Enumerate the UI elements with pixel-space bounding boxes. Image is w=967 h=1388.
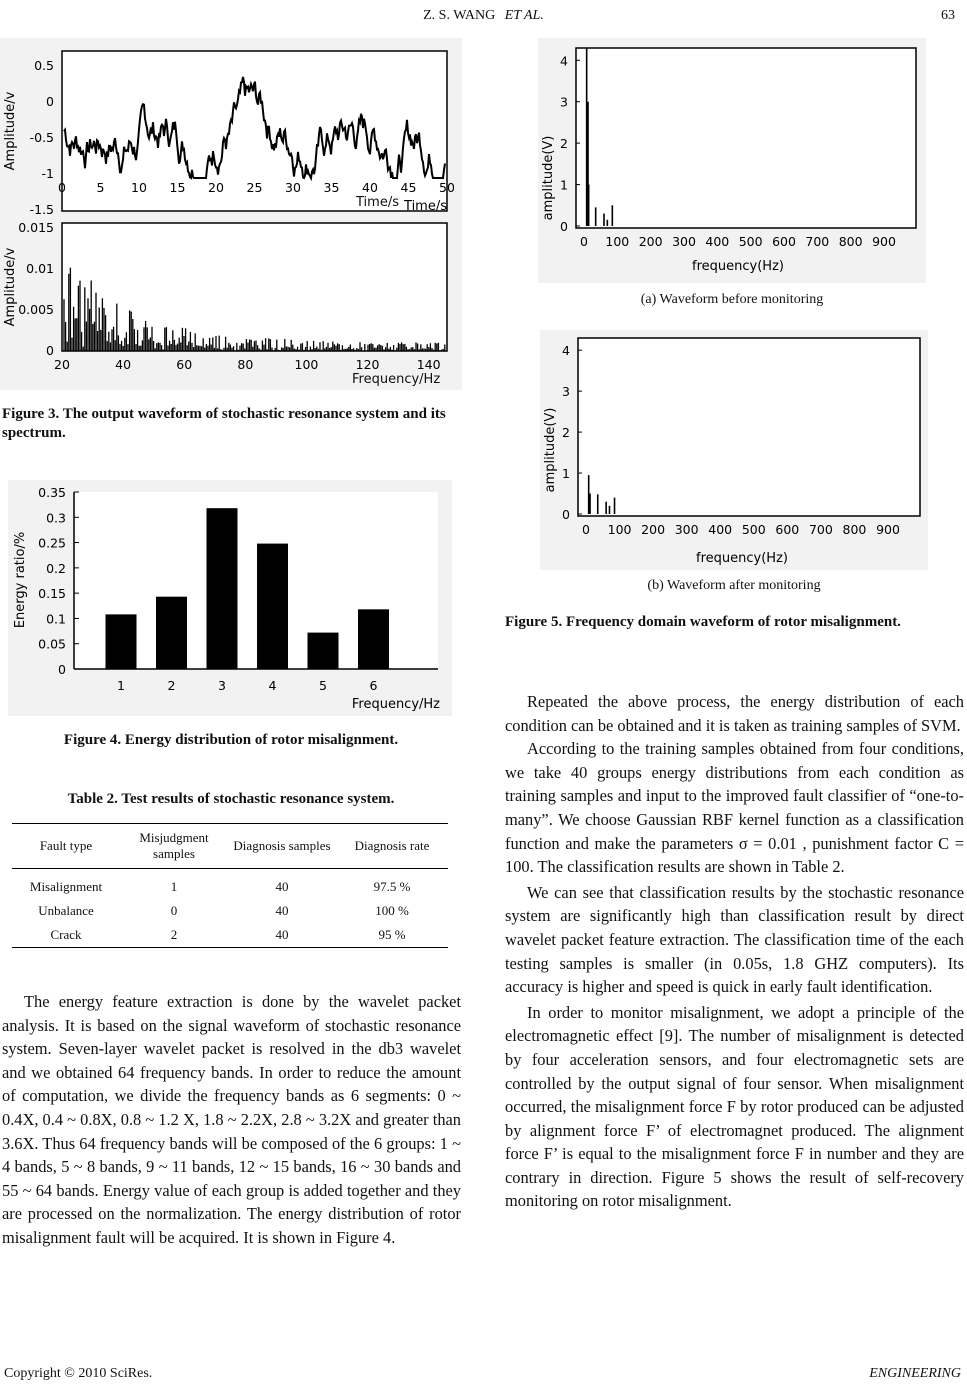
figure-5-xtick: 900: [872, 234, 896, 249]
left-column-text: [2, 990, 461, 1250]
figure-5-ytick: 4: [560, 53, 568, 69]
figure-5-xtick: 200: [641, 522, 666, 537]
figure-4-ytick: 0.25: [38, 535, 66, 551]
figure-5a-chart: [538, 38, 926, 283]
figure-5b-xlabel: frequency(Hz): [696, 551, 788, 566]
table-cell: 1: [170, 879, 178, 894]
figure-4-yticks: [38, 485, 79, 677]
figure-3-top-xtick: 50: [439, 180, 455, 195]
figure-3-bottom-xtick: 100: [294, 357, 319, 372]
figure-3-top-yticks: [30, 58, 54, 217]
figure-3-bottom-ytick: 0.015: [18, 220, 54, 235]
figure-3-top-xtick: 35: [323, 180, 340, 195]
figure-5-xtick: 800: [842, 522, 867, 537]
figure-3-top-ylabel: Amplitude/v: [3, 91, 18, 171]
figure-4-xtick: 2: [167, 678, 176, 693]
figure-4-chart: [8, 480, 452, 716]
page-number: 63: [941, 8, 955, 23]
figure-5-xtick: 700: [808, 522, 833, 537]
figure-4-ytick: 0.15: [38, 586, 66, 602]
figure-5-xtick: 500: [738, 234, 763, 249]
table-cell: 100 %: [375, 903, 409, 918]
figure-5-xtick: 500: [741, 522, 766, 537]
figure-5-xtick: 300: [672, 234, 696, 249]
figure-3-top-ytick: -0.5: [29, 130, 54, 145]
figure-4-bar: [358, 609, 389, 669]
figure-3-bottom-xtick: 80: [237, 357, 254, 372]
figure-4-ytick: 0.1: [46, 611, 66, 627]
figure-5-caption: Figure 5. Frequency domain waveform of rotor misalignment.: [505, 614, 901, 630]
figure-3-top-xtick: 0: [58, 180, 66, 195]
figure-5-xtick: 100: [607, 522, 632, 537]
figure-4-xtick: 5: [319, 678, 327, 693]
figure-5-ytick: 3: [560, 94, 568, 110]
figure-3-bottom-xtick: 60: [176, 357, 193, 372]
body-paragraph: According to the training samples obtained from four conditions, we take 40 groups energy distributions from each condition as training samples and input to the improved fault classifier of “one-to-many”. We choose Gaussian RBF kernel function as a classification function and make the parameters σ = 0.01 , punishment factor C = 100. The classification results are shown in Table 2.: [505, 739, 964, 877]
figure-5b-xticks: [582, 522, 900, 537]
running-head-etal: ET AL.: [504, 8, 544, 23]
figure-5-xtick: 700: [805, 234, 830, 249]
figure-3-top-ytick: -1.5: [29, 202, 54, 217]
figure-3-bottom-frame: [62, 223, 447, 351]
figure-3-top-xtick: 40: [362, 180, 378, 195]
figure-5a-ylabel: amplitude(V): [541, 135, 556, 221]
figure-4-bar: [106, 614, 137, 669]
figure-5-xtick: 600: [772, 234, 796, 249]
figure-4-ytick: 0: [58, 662, 66, 677]
figure-4-ylabel: Energy ratio/%: [13, 531, 28, 629]
table-cell: 97.5 %: [373, 879, 411, 894]
table-cell: 40: [275, 903, 289, 918]
right-column-text: [505, 690, 964, 1213]
table-2: [12, 823, 448, 948]
table-row: [12, 869, 448, 900]
running-head: [0, 8, 967, 24]
figure-5a-xlabel: frequency(Hz): [692, 259, 784, 274]
figure-3-top-xtick: 15: [169, 180, 186, 195]
figure-5-ytick: 3: [562, 384, 570, 400]
figure-5b-subcaption: (b) Waveform after monitoring: [647, 578, 821, 593]
figure-5-xtick: 900: [876, 522, 900, 537]
footer-copyright: Copyright © 2010 SciRes.: [4, 1366, 153, 1381]
figure-4-ytick: 0.35: [38, 485, 66, 500]
table-header-cell: Diagnosis rate: [336, 824, 448, 869]
figure-3-top-xtick: 25: [246, 180, 263, 195]
figure-4-bar: [207, 508, 238, 669]
figure-5-ytick: 1: [562, 466, 570, 482]
figure-3-bottom-ytick: 0.01: [26, 261, 54, 276]
figure-4-xtick: 6: [369, 678, 378, 693]
table-cell: 40: [275, 879, 289, 894]
figure-3-top-xtick: 10: [131, 180, 147, 195]
figure-4-xtick: 3: [218, 678, 226, 693]
footer-journal: ENGINEERING: [869, 1366, 961, 1381]
figure-4-xtick: 1: [117, 678, 125, 693]
figure-5-ytick: 1: [560, 177, 568, 193]
figure-3-top-xlabel-text: Time/s: [356, 195, 399, 210]
figure-3-bottom-xtick: 20: [54, 357, 70, 372]
figure-4: [8, 480, 452, 716]
body-paragraph: Repeated the above process, the energy distribution of each condition can be obtained and it is taken as training samples of SVM.: [505, 692, 964, 735]
table-cell: Misalignment: [29, 879, 103, 894]
figure-4-caption: Figure 4. Energy distribution of rotor misalignment.: [63, 732, 399, 748]
figure-3-bottom-ylabel: Amplitude/v: [3, 247, 18, 327]
figure-5b-frame: [578, 338, 920, 516]
figure-5a-frame: [576, 48, 916, 228]
table-cell: 95 %: [336, 923, 448, 948]
figure-4-xticks: [117, 678, 378, 693]
table-2-grid: [12, 823, 448, 948]
figure-3-bottom-yticks: [18, 220, 54, 358]
figure-4-xtick: 4: [268, 678, 277, 693]
figure-3-top-ytick: 0: [46, 94, 54, 109]
table-2-caption: Table 2. Test results of stochastic resonance system.: [67, 791, 395, 807]
figure-5a-subcaption: (a) Waveform before monitoring: [640, 292, 824, 307]
figure-5-xtick: 100: [605, 234, 630, 249]
figure-3-top-xtick: 20: [208, 180, 224, 195]
table-header-cell: Misjudgment samples: [120, 824, 228, 869]
figure-3-caption: Figure 3. The output waveform of stochastic resonance system and its spectrum.: [2, 406, 446, 441]
figure-5-xtick: 200: [638, 234, 663, 249]
figure-3-bottom-ytick: 0: [46, 343, 54, 358]
figure-5-xtick: 800: [838, 234, 863, 249]
figure-4-xlabel: Frequency/Hz: [351, 697, 440, 712]
table-cell: Unbalance: [38, 903, 94, 918]
figure-5b-chart: [540, 330, 928, 570]
figure-5a: [538, 38, 926, 283]
figure-5b-ylabel: amplitude(V): [543, 407, 558, 493]
table-row: [12, 923, 448, 948]
figure-3-top-xlabel: Time/s: [404, 199, 447, 214]
figure-3-top-xtick: 45: [400, 180, 417, 195]
table-header-row: [12, 824, 448, 869]
figure-4-bar: [308, 633, 339, 669]
figure-5a-xticks: [580, 234, 896, 249]
figure-4-ytick: 0.05: [38, 636, 66, 652]
figure-3-top-ytick: -1: [41, 166, 54, 181]
figure-3-bottom-xtick: 120: [355, 357, 380, 372]
figure-4-ytick: 0.2: [46, 560, 66, 576]
body-paragraph: In order to monitor misalignment, we adopt a principle of the electromagnetic effect [9]. The number of misalignment is detected by four acceleration sensors, and four electromagnetic sets are controlled by the output signal of four sensor. When misalignment occurred, the misalignment force F by rotor produced can be adjusted by alignment force F’ of electromagnet produced. The alignment force F’ is equal to the misalignment force F in number and they are contrary in direction. Figure 5 shows the result of self-recovery monitoring on rotor misalignment.: [505, 1002, 964, 1211]
figure-5-xtick: 300: [674, 522, 699, 537]
running-head-authors: Z. S. WANG: [423, 8, 496, 23]
figure-5-xtick: 600: [775, 522, 800, 537]
figure-5-xtick: 0: [582, 522, 590, 537]
figure-5b: [540, 330, 928, 570]
figure-5-ytick: 2: [562, 425, 570, 441]
table-cell: 2: [120, 923, 228, 948]
figure-5-xtick: 400: [708, 522, 733, 537]
figure-3-top-ytick: 0.5: [34, 58, 54, 73]
figure-3-top-xtick: 5: [96, 180, 105, 195]
figure-5-ytick: 0: [562, 507, 570, 522]
figure-3-bottom-xtick: 140: [416, 357, 441, 372]
table-header-cell: Fault type: [12, 824, 120, 869]
figure-3-bottom-xticks: [54, 357, 441, 372]
figure-5-ytick: 0: [560, 219, 568, 234]
figure-3-bottom-xlabel: Frequency/Hz: [352, 372, 441, 387]
figure-3-plots: [0, 38, 462, 390]
figure-5-xtick: 0: [580, 234, 588, 249]
figure-4-ytick: 0.3: [46, 510, 66, 526]
table-cell: 0: [170, 903, 178, 918]
figure-4-bar: [156, 597, 187, 669]
figure-3: [0, 38, 462, 390]
figure-5-ytick: 4: [562, 343, 570, 359]
figure-3-bottom-ytick: 0.005: [18, 302, 54, 317]
table-cell: 40: [228, 923, 336, 948]
figure-3-bottom-xtick: 40: [115, 357, 132, 372]
table-cell: Crack: [12, 923, 120, 948]
figure-3-top-xtick: 30: [285, 180, 301, 195]
body-paragraph: We can see that classification results by the stochastic resonance system are significantly high than classification result by direct wavelet packet feature extraction. The classification time of the each testing samples is smaller (in 0.05s, 1.8 GHZ computers). Its accuracy is higher and speed is quick in early fault identification.: [505, 882, 964, 997]
figure-5-xtick: 400: [705, 234, 730, 249]
body-paragraph: The energy feature extraction is done by the wavelet packet analysis. It is based on the signal waveform of stochastic resonance system. Seven-layer wavelet packet is resolved in the db3 wavelet and we obtained 64 frequency bands. In order to reduce the amount of computation, we divide the frequency bands as 6 segments: 0 ~ 0.4X, 0.4 ~ 0.8X, 0.8 ~ 1.2 X, 1.8 ~ 2.2X, 2.8 ~ 3.2X and greater than 3.6X. Thus 64 frequency bands will be composed of the 6 groups: 1 ~ 4 bands, 5 ~ 8 bands, 9 ~ 11 bands, 12 ~ 15 bands, 16 ~ 30 bands and 55 ~ 64 bands. Energy value of each group is added together and they are processed on the normalization. The energy distribution of rotor misalignment fault will be acquired. It is shown in Figure 4.: [2, 992, 461, 1247]
table-row: [12, 899, 448, 923]
table-header-cell: Diagnosis samples: [228, 824, 336, 869]
figure-4-bar: [257, 544, 288, 669]
figure-5-ytick: 2: [560, 136, 568, 152]
